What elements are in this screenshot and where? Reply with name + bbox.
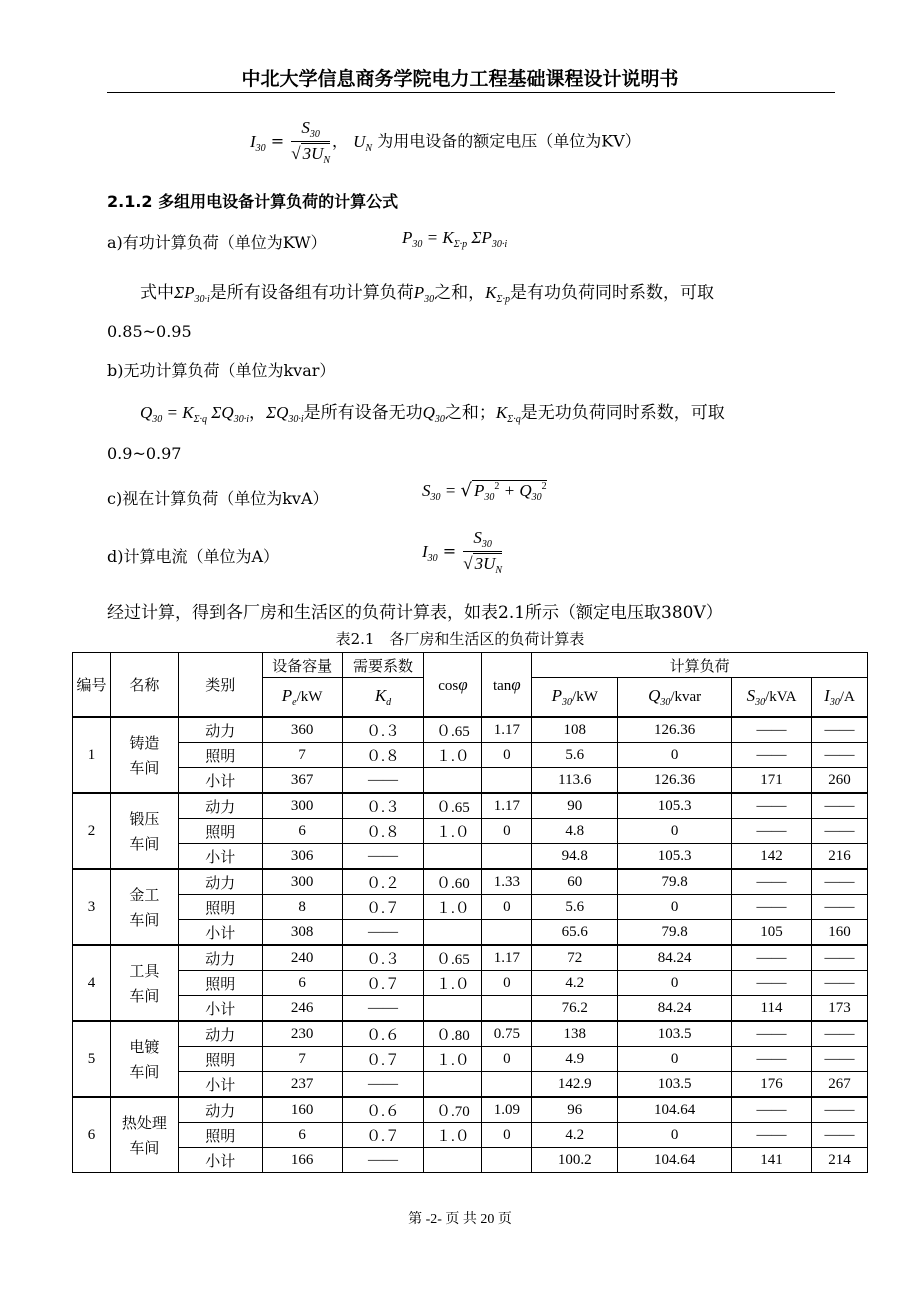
table-cell: 1.33 [482, 869, 532, 895]
table-row [73, 971, 868, 996]
table-cell: 1.17 [482, 945, 532, 971]
table-cell: —— [811, 1123, 867, 1148]
table-row [73, 717, 868, 743]
table-cell: 6 [262, 971, 342, 996]
table-cell: 105 [732, 920, 812, 946]
table-cell: １.０ [424, 819, 482, 844]
table-cell: 216 [811, 844, 867, 870]
table-cell: —— [732, 717, 812, 743]
table-cell: —— [342, 920, 424, 946]
header-cos: cosφ [424, 653, 482, 718]
table-cell: 7 [262, 743, 342, 768]
table-cell: 113.6 [532, 768, 618, 794]
header-pe: $P_e/kW$ [262, 678, 342, 718]
table-cell: 94.8 [532, 844, 618, 870]
table-cell: 0 [618, 1123, 732, 1148]
table-cell: —— [811, 895, 867, 920]
table-cell: 7 [262, 1047, 342, 1072]
table-cell: ０.65 [424, 793, 482, 819]
table-cell: 96 [532, 1097, 618, 1123]
table-cell: —— [811, 743, 867, 768]
table-cell: ０.２ [342, 869, 424, 895]
table-cell: —— [811, 819, 867, 844]
table-cell: 0 [482, 1047, 532, 1072]
table-cell: 60 [532, 869, 618, 895]
formula-i30: $I_{30}$ = $\frac{S_{30}}{√ 3U_N}$ [422, 528, 503, 576]
table-cell: 240 [262, 945, 342, 971]
table-cell: 4.2 [532, 1123, 618, 1148]
table-cell: 0 [482, 743, 532, 768]
header-demand: 需要系数 [342, 653, 424, 678]
table-cell: —— [732, 1123, 812, 1148]
table-row [73, 768, 868, 794]
item-b-label: b)无功计算负荷（单位为kvar） [107, 361, 336, 380]
table-cell [424, 920, 482, 946]
item-b-range: 0.9~0.97 [107, 444, 182, 463]
table-cell: —— [732, 869, 812, 895]
table-cell: —— [811, 717, 867, 743]
table-cell: 1.17 [482, 717, 532, 743]
table-cell: —— [732, 793, 812, 819]
page-header-title: 中北大学信息商务学院电力工程基础课程设计说明书 [241, 68, 679, 90]
table-cell: 230 [262, 1021, 342, 1047]
table-row [73, 1097, 868, 1123]
table-cell: １.０ [424, 1123, 482, 1148]
table-cell: —— [811, 1021, 867, 1047]
table-cell: 367 [262, 768, 342, 794]
table-cell: ０.65 [424, 945, 482, 971]
table-cell: 小计 [178, 996, 262, 1022]
formula-p30: $P_{30} = K_{\Sigma\cdot p}$ $\Sigma P_{30\cdot i}$ [402, 228, 508, 250]
formula-s30: $S_{30}$ = √ $P_{30}^2 + Q_{30}^2$ [422, 480, 547, 503]
table-cell: 105.3 [618, 793, 732, 819]
table-cell: 104.64 [618, 1097, 732, 1123]
header-i30: $I_{30}/A$ [811, 678, 867, 718]
table-cell: —— [732, 819, 812, 844]
table-cell: ０.６ [342, 1021, 424, 1047]
item-a-range: 0.85~0.95 [107, 322, 192, 341]
item-b-desc: $Q_{30} = K_{\Sigma\cdot q}$ $\Sigma Q_{30\cdot i}$，$\Sigma Q_{30\cdot i}$是所有设备无功$Q_{30}$之和；$K_{\Sigma\cdot q}$是无功负荷同时系数，可取 [140, 403, 725, 425]
load-table [72, 652, 868, 1173]
item-d-label: d)计算电流（单位为A） [107, 547, 280, 566]
table-cell [482, 768, 532, 794]
cell-name [110, 793, 178, 869]
cell-no: 3 [73, 869, 111, 945]
cell-name [110, 1097, 178, 1173]
cell-name-line2: 车间 [129, 987, 160, 1005]
table-cell: ０.３ [342, 793, 424, 819]
un-description: 为用电设备的额定电压（单位为KV） [377, 131, 641, 151]
table-cell: —— [811, 971, 867, 996]
table-cell: 动力 [178, 1021, 262, 1047]
table-cell: ０.７ [342, 971, 424, 996]
table-cell: —— [732, 1047, 812, 1072]
conclusion-text: 经过计算，得到各厂房和生活区的负荷计算表，如表2.1所示（额定电压取380V） [107, 603, 723, 623]
table-cell [482, 844, 532, 870]
table-cell: 105.3 [618, 844, 732, 870]
table-cell: 141 [732, 1148, 812, 1173]
table-cell [424, 996, 482, 1022]
table-cell: 84.24 [618, 996, 732, 1022]
header-kd: $K_d$ [342, 678, 424, 718]
table-row [73, 819, 868, 844]
table-cell: 176 [732, 1072, 812, 1098]
table-row [73, 793, 868, 819]
table-cell: ０.７ [342, 895, 424, 920]
table-cell: 4.9 [532, 1047, 618, 1072]
table-cell: 动力 [178, 717, 262, 743]
table-cell: 126.36 [618, 768, 732, 794]
table-cell: １.０ [424, 743, 482, 768]
table-cell: 0 [482, 819, 532, 844]
cell-no: 6 [73, 1097, 111, 1173]
table-cell: 65.6 [532, 920, 618, 946]
table-cell: 72 [532, 945, 618, 971]
header-capacity: 设备容量 [262, 653, 342, 678]
table-cell: 100.2 [532, 1148, 618, 1173]
table-cell: 5.6 [532, 743, 618, 768]
table-cell: 0 [618, 743, 732, 768]
table-cell: 246 [262, 996, 342, 1022]
table-cell: 照明 [178, 1123, 262, 1148]
table-row [73, 1021, 868, 1047]
header-s30: $S_{30}$/kVA [732, 678, 812, 718]
table-cell: 照明 [178, 895, 262, 920]
cell-no: 1 [73, 717, 111, 793]
table-cell [424, 1072, 482, 1098]
table-cell: 142.9 [532, 1072, 618, 1098]
table-cell: 小计 [178, 1148, 262, 1173]
cell-no: 5 [73, 1021, 111, 1097]
header-rule [107, 92, 835, 93]
table-cell: 79.8 [618, 869, 732, 895]
table-row [73, 844, 868, 870]
table-cell: —— [732, 895, 812, 920]
cell-no: 2 [73, 793, 111, 869]
table-cell: 142 [732, 844, 812, 870]
table-cell: ０.３ [342, 717, 424, 743]
table-cell: 76.2 [532, 996, 618, 1022]
table-cell: 84.24 [618, 945, 732, 971]
header-no: 编号 [73, 653, 111, 718]
table-cell: —— [732, 1021, 812, 1047]
table-cell: 照明 [178, 1047, 262, 1072]
formula-i30-top: $I_{30}$ = $\frac{S_{30}}{√ 3U_N}$ ， $U_N$ 为用电设备的额定电压（单位为KV） [250, 118, 641, 166]
table-row [73, 895, 868, 920]
table-cell: ０.６ [342, 1097, 424, 1123]
table-cell [482, 996, 532, 1022]
table-cell: 1.17 [482, 793, 532, 819]
table-cell: ０.７ [342, 1123, 424, 1148]
table-cell: 小计 [178, 1072, 262, 1098]
table-row [73, 996, 868, 1022]
table-cell: 动力 [178, 945, 262, 971]
cell-name-line1: 热处理 [121, 1114, 167, 1132]
cell-name-line1: 工具 [129, 962, 160, 980]
cell-name-line2: 车间 [129, 1063, 160, 1081]
cell-name-line2: 车间 [129, 835, 160, 853]
table-cell: —— [342, 844, 424, 870]
table-cell: 0 [482, 971, 532, 996]
cell-name-line1: 锻压 [129, 810, 160, 828]
table-cell: １.０ [424, 971, 482, 996]
table-caption: 表2.1 各厂房和生活区的负荷计算表 [335, 630, 585, 648]
item-a-desc: 式中$\Sigma P_{30\cdot i}$是所有设备组有功计算负荷$P_{30}$之和，$K_{\Sigma\cdot p}$是有功负荷同时系数，可取 [140, 283, 714, 305]
table-cell: ０.７ [342, 1047, 424, 1072]
table-cell: 160 [811, 920, 867, 946]
table-row [73, 1047, 868, 1072]
table-cell: 小计 [178, 920, 262, 946]
cell-no: 4 [73, 945, 111, 1021]
table-cell: ０.65 [424, 717, 482, 743]
cell-name [110, 945, 178, 1021]
table-cell: 小计 [178, 768, 262, 794]
cell-name-line2: 车间 [129, 759, 160, 777]
table-cell: 108 [532, 717, 618, 743]
table-cell: 4.2 [532, 971, 618, 996]
table-cell [424, 1148, 482, 1173]
table-cell: —— [342, 1072, 424, 1098]
table-cell: 0 [482, 1123, 532, 1148]
table-cell [482, 1148, 532, 1173]
table-row [73, 945, 868, 971]
table-cell: 114 [732, 996, 812, 1022]
table-cell: 360 [262, 717, 342, 743]
table-cell: —— [732, 1097, 812, 1123]
header-name: 名称 [110, 653, 178, 718]
table-cell: 126.36 [618, 717, 732, 743]
table-cell: ０.80 [424, 1021, 482, 1047]
table-cell: 6 [262, 819, 342, 844]
table-cell: —— [811, 793, 867, 819]
table-cell: 0 [618, 819, 732, 844]
table-cell: 照明 [178, 819, 262, 844]
header-p30: $P_{30}/kW$ [532, 678, 618, 718]
table-cell: 照明 [178, 971, 262, 996]
table-cell: 0 [482, 895, 532, 920]
table-row [73, 869, 868, 895]
cell-name-line2: 车间 [129, 1139, 160, 1157]
table-cell: 103.5 [618, 1021, 732, 1047]
section-heading: 2.1.2 多组用电设备计算负荷的计算公式 [107, 192, 399, 211]
table-cell: 166 [262, 1148, 342, 1173]
table-cell: —— [732, 743, 812, 768]
table-cell: —— [732, 945, 812, 971]
cell-name-line1: 铸造 [129, 734, 160, 752]
table-cell: ０.８ [342, 819, 424, 844]
table-row [73, 1072, 868, 1098]
table-cell: 90 [532, 793, 618, 819]
item-c-label: c)视在计算负荷（单位为kvA） [107, 489, 329, 508]
table-cell: 104.64 [618, 1148, 732, 1173]
cell-name-line1: 金工 [129, 886, 160, 904]
cell-name-line1: 电镀 [129, 1038, 160, 1056]
table-cell [482, 1072, 532, 1098]
table-cell: —— [342, 1148, 424, 1173]
table-cell: —— [342, 768, 424, 794]
table-cell: —— [811, 869, 867, 895]
table-cell: 306 [262, 844, 342, 870]
table-cell: 0 [618, 971, 732, 996]
table-cell: 79.8 [618, 920, 732, 946]
item-a-label: a)有功计算负荷（单位为KW） [107, 233, 327, 252]
table-row [73, 743, 868, 768]
table-row [73, 1123, 868, 1148]
table-cell: 动力 [178, 869, 262, 895]
table-cell: —— [811, 1047, 867, 1072]
table-cell: 小计 [178, 844, 262, 870]
table-cell: 0 [618, 895, 732, 920]
table-cell: 237 [262, 1072, 342, 1098]
table-cell [482, 920, 532, 946]
table-cell: ０.８ [342, 743, 424, 768]
table-cell: 动力 [178, 1097, 262, 1123]
table-cell: —— [732, 971, 812, 996]
table-cell: 照明 [178, 743, 262, 768]
table-cell: 260 [811, 768, 867, 794]
table-cell: 138 [532, 1021, 618, 1047]
table-cell: 160 [262, 1097, 342, 1123]
table-cell: ０.３ [342, 945, 424, 971]
cell-name-line2: 车间 [129, 911, 160, 929]
header-category: 类别 [178, 653, 262, 718]
header-calc: 计算负荷 [532, 653, 868, 678]
table-cell: 4.8 [532, 819, 618, 844]
header-q30: $Q_{30}$/kvar [618, 678, 732, 718]
header-tan: tanφ [482, 653, 532, 718]
table-cell: 300 [262, 793, 342, 819]
page-footer: 第 -2- 页 共 20 页 [408, 1212, 512, 1227]
table-cell: 171 [732, 768, 812, 794]
table-row [73, 1148, 868, 1173]
table-cell: 267 [811, 1072, 867, 1098]
table-cell [424, 768, 482, 794]
table-cell: 103.5 [618, 1072, 732, 1098]
table-body [73, 717, 868, 1173]
table-cell: １.０ [424, 1047, 482, 1072]
table-cell: １.０ [424, 895, 482, 920]
table-cell: 0.75 [482, 1021, 532, 1047]
table-cell: 173 [811, 996, 867, 1022]
table-cell: 动力 [178, 793, 262, 819]
table-cell: 300 [262, 869, 342, 895]
cell-name [110, 717, 178, 793]
table-cell: 1.09 [482, 1097, 532, 1123]
table-cell: —— [342, 996, 424, 1022]
table-cell: 6 [262, 1123, 342, 1148]
table-row [73, 920, 868, 946]
table-cell: —— [811, 945, 867, 971]
table-cell: ０.60 [424, 869, 482, 895]
table-cell: 8 [262, 895, 342, 920]
table-cell: 5.6 [532, 895, 618, 920]
cell-name [110, 869, 178, 945]
table-cell: —— [811, 1097, 867, 1123]
table-cell: 0 [618, 1047, 732, 1072]
table-cell: ０.70 [424, 1097, 482, 1123]
table-cell: 308 [262, 920, 342, 946]
table-cell: 214 [811, 1148, 867, 1173]
cell-name [110, 1021, 178, 1097]
table-cell [424, 844, 482, 870]
